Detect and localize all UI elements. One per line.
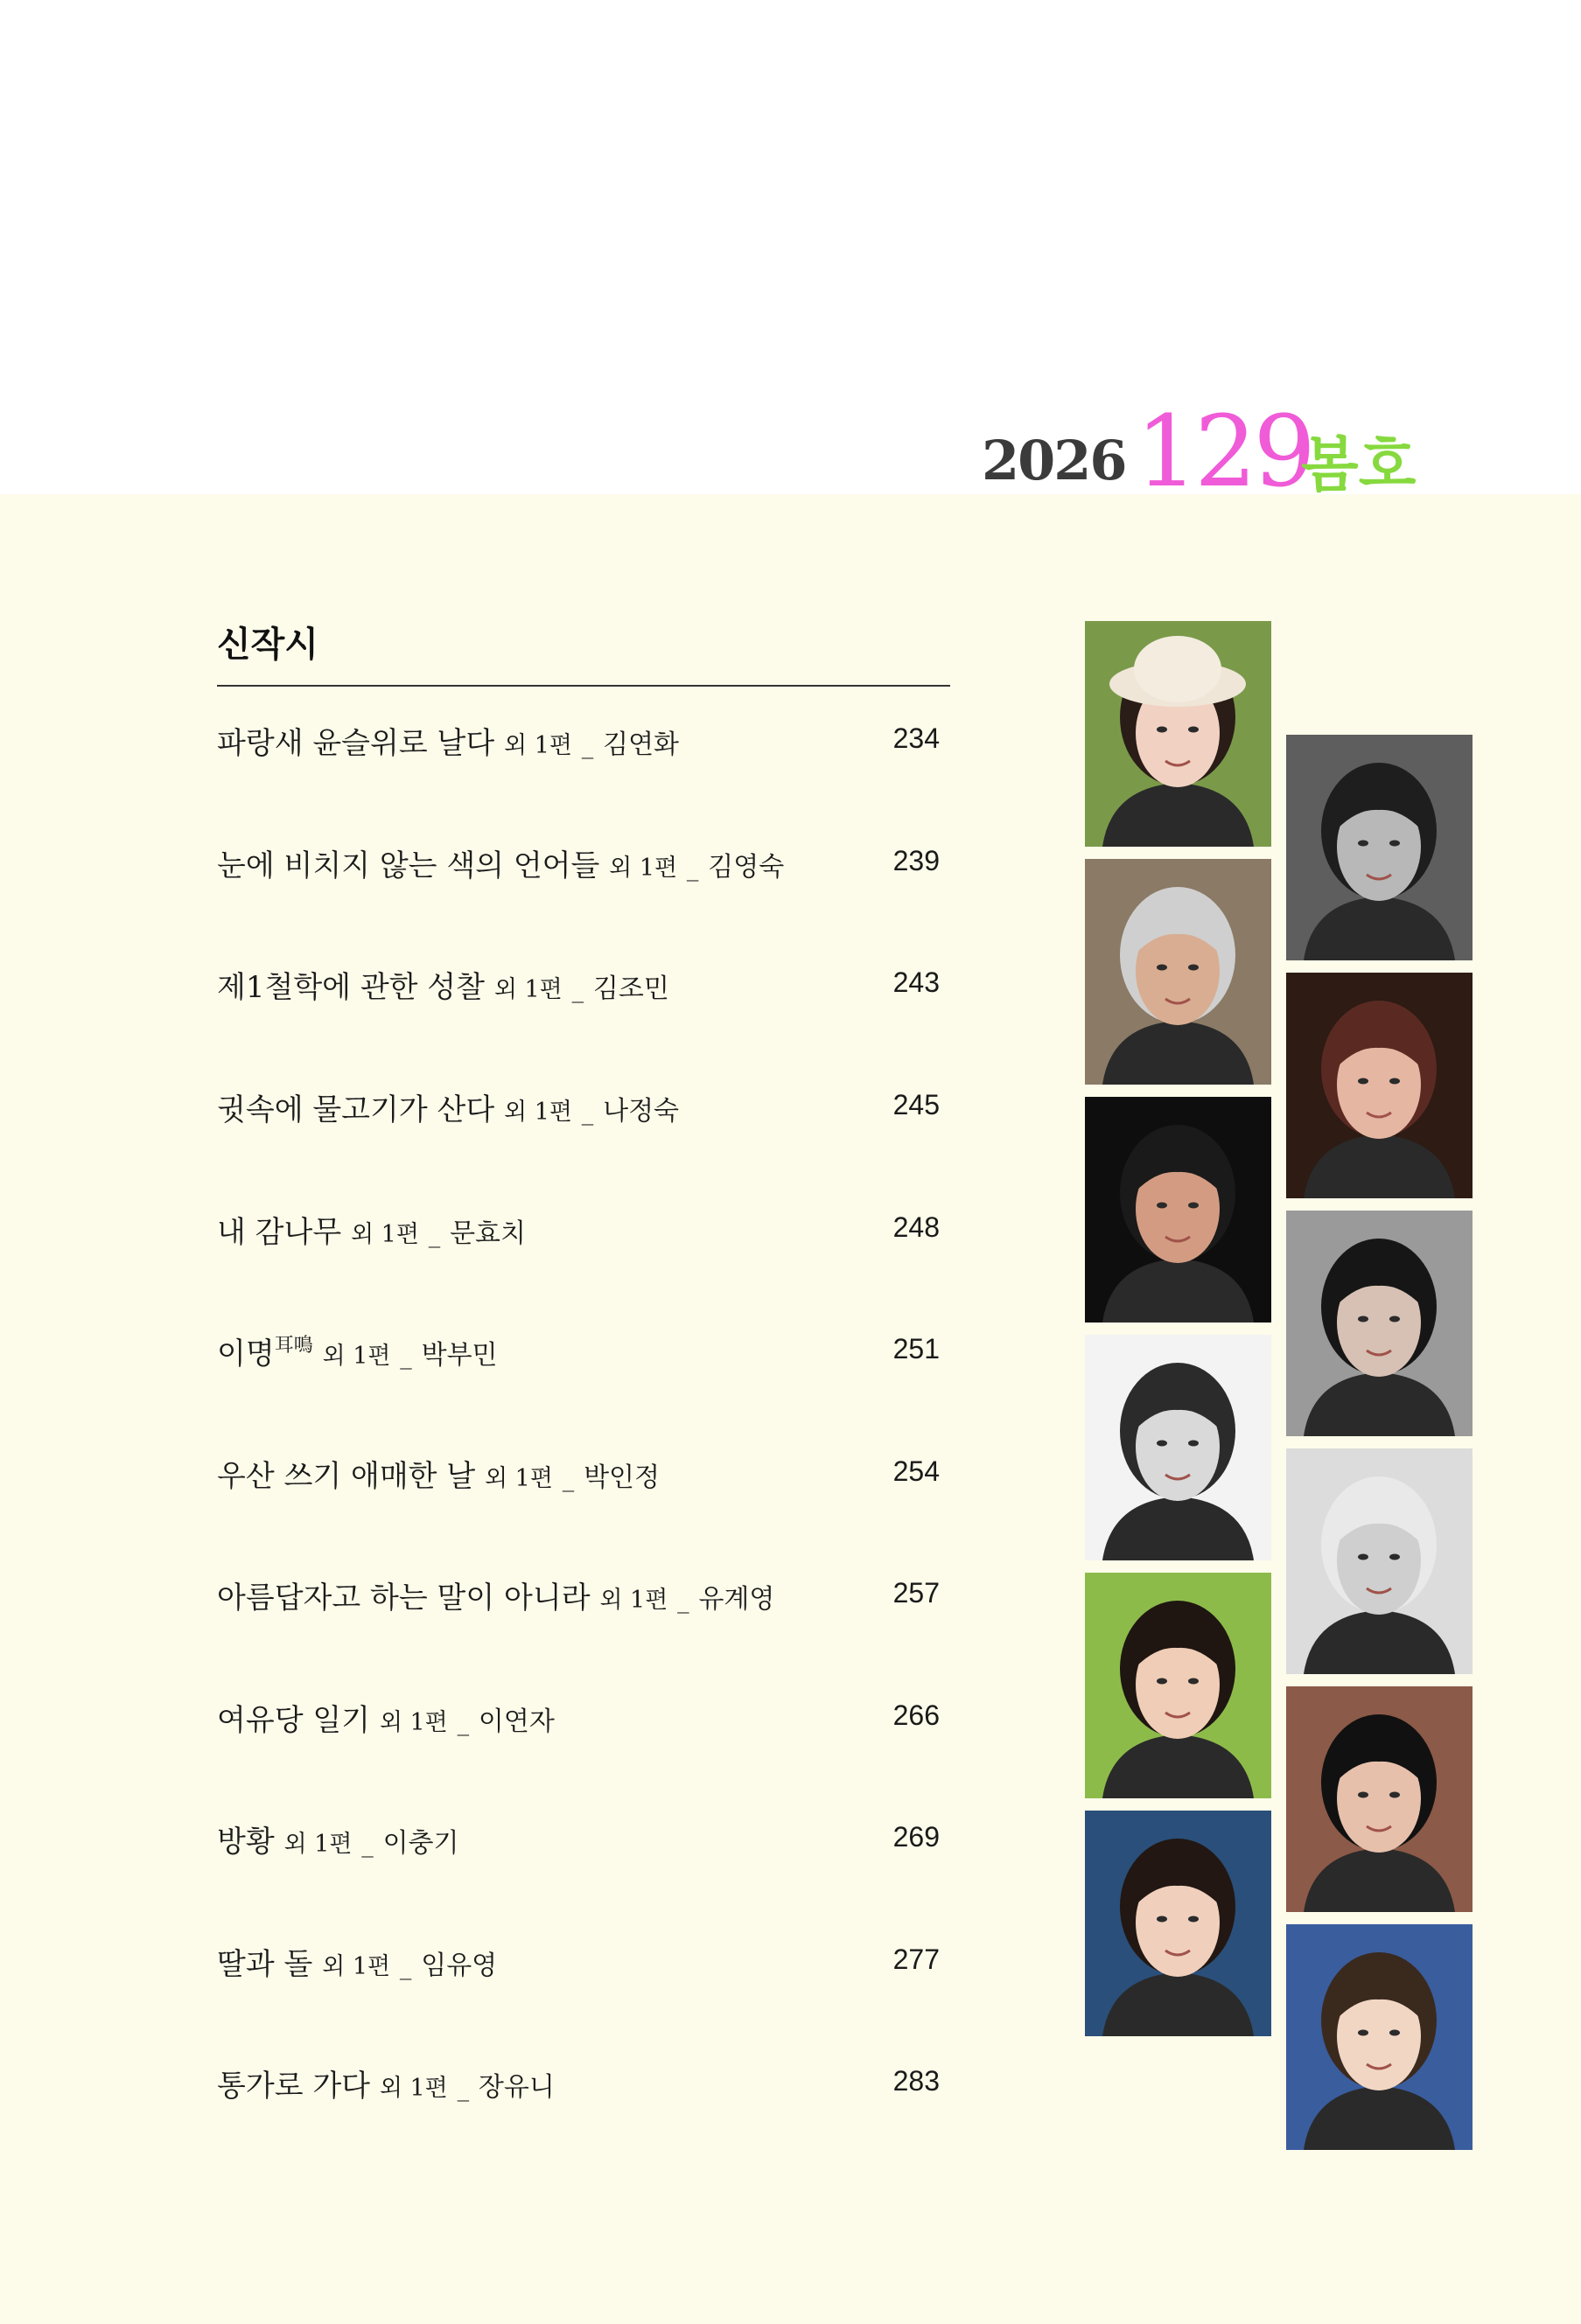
toc-entry-line — [217, 1818, 459, 1860]
toc-entry-line — [217, 1329, 498, 1372]
toc-entry-page: 266 — [892, 1699, 940, 1731]
toc-entry-line — [217, 1208, 526, 1251]
issue-season: 봄호 — [1301, 431, 1417, 500]
toc-entry-extra: 외 1편 — [504, 1099, 572, 1126]
toc-entry-separator: _ — [428, 1221, 441, 1248]
toc-entry-title: 귓속에 물고기가 산다 — [217, 1092, 495, 1127]
poet-photo-11 — [1085, 1811, 1271, 2036]
toc-entry[interactable] — [217, 841, 948, 887]
toc-entry-page: 277 — [892, 1944, 940, 1975]
toc-entry-author: 김연화 — [603, 729, 680, 760]
toc-entry-line — [217, 1085, 679, 1128]
toc-entry-title: 방황 — [217, 1825, 275, 1860]
toc-entry-extra: 외 1편 — [493, 976, 563, 1003]
poet-photo-7 — [1085, 1335, 1271, 1560]
section-title: 신작시 — [217, 625, 318, 665]
issue-year: 2026 — [982, 429, 1126, 492]
toc-entry-line — [217, 1940, 497, 1983]
toc-entry[interactable] — [217, 2062, 948, 2107]
toc-entry-author: 박부민 — [421, 1340, 498, 1371]
toc-entry-title: 통가로 가다 — [217, 2069, 371, 2104]
toc-entry-separator: _ — [581, 1099, 594, 1126]
poet-photo-12 — [1286, 1924, 1473, 2150]
toc-entry-author: 박인정 — [584, 1462, 661, 1493]
toc-entry-author: 장유니 — [478, 2072, 555, 2103]
toc-entry-title: 우산 쓰기 애매한 날 — [217, 1459, 476, 1494]
toc-entry-extra: 외 1편 — [599, 1587, 668, 1614]
toc-entry-title: 파랑새 윤슬위로 날다 — [217, 726, 495, 761]
toc-entry-page: 254 — [892, 1455, 940, 1487]
toc-entry[interactable] — [217, 1574, 948, 1619]
toc-entry-extra: 외 1편 — [379, 1709, 448, 1736]
poet-photo-6 — [1286, 1211, 1473, 1436]
poet-photo-4 — [1286, 973, 1473, 1198]
toc-entry-page: 248 — [892, 1211, 940, 1243]
toc-entry-extra: 외 1편 — [485, 1465, 553, 1492]
toc-entry[interactable] — [217, 1085, 948, 1131]
toc-entry-extra: 외 1편 — [322, 1953, 391, 1980]
issue-heading — [982, 395, 1437, 509]
toc-entry-page: 269 — [892, 1821, 940, 1853]
toc-entry-author: 문효치 — [450, 1218, 527, 1249]
poet-photo-8 — [1286, 1448, 1473, 1674]
toc-entry[interactable] — [217, 1818, 948, 1863]
toc-entry-author: 이연자 — [478, 1706, 555, 1737]
toc-entry-page: 283 — [892, 2065, 940, 2097]
toc-entry-line — [217, 963, 669, 1006]
toc-entry-separator: _ — [581, 732, 594, 759]
toc-entry-title: 내 감나무 — [217, 1215, 342, 1250]
toc-entry-page: 239 — [892, 845, 940, 876]
toc-entry[interactable] — [217, 1208, 948, 1253]
poet-photo-1 — [1085, 621, 1271, 847]
toc-entry-page: 234 — [892, 722, 940, 754]
toc-entry-separator: _ — [361, 1831, 374, 1858]
toc-entry-extra: 외 1편 — [609, 855, 678, 882]
toc-entry[interactable] — [217, 719, 948, 764]
poet-photo-9 — [1085, 1573, 1271, 1798]
toc-entry-title: 딸과 돌 — [217, 1947, 313, 1982]
toc-entry-extra: 외 1편 — [379, 2075, 448, 2102]
toc-entry-page: 243 — [892, 967, 940, 998]
toc-entry-title: 제1철학에 관한 성찰 — [217, 970, 485, 1005]
toc-entry-line — [217, 1574, 774, 1616]
toc-entry-author: 유계영 — [698, 1584, 775, 1615]
toc-entry-author: 임유영 — [421, 1951, 498, 1981]
toc-entry-title: 이명 — [217, 1336, 275, 1371]
toc-entry-author: 이충기 — [382, 1828, 459, 1859]
poet-photo-3 — [1085, 859, 1271, 1085]
toc-entry-separator: _ — [399, 1953, 412, 1980]
toc-entry[interactable] — [217, 1329, 948, 1375]
toc-entry-separator: _ — [571, 976, 584, 1003]
toc-entry-page: 245 — [892, 1089, 940, 1120]
toc-entry-title: 눈에 비치지 않는 색의 언어들 — [217, 848, 600, 883]
toc-entry[interactable] — [217, 1696, 948, 1741]
toc-entry-title: 아름답자고 하는 말이 아니라 — [217, 1581, 591, 1616]
toc-entry-extra: 외 1편 — [283, 1831, 353, 1858]
poet-photo-10 — [1286, 1686, 1473, 1912]
toc-entry-separator: _ — [400, 1343, 412, 1370]
poet-photo-2 — [1286, 735, 1473, 960]
issue-number: 129 — [1136, 395, 1312, 509]
toc-entry-line — [217, 841, 784, 884]
toc-entry-author: 김영숙 — [708, 852, 785, 883]
section-divider — [217, 685, 950, 687]
toc-entry-line — [217, 719, 679, 762]
toc-entry-title: 여유당 일기 — [217, 1703, 371, 1738]
toc-entry-extra: 외 1편 — [322, 1343, 391, 1370]
toc-entry-separator: _ — [457, 2075, 470, 2102]
toc-entry-line — [217, 2062, 555, 2104]
toc-entry-extra: 외 1편 — [351, 1221, 419, 1248]
toc-entry-line — [217, 1452, 660, 1495]
toc-entry[interactable] — [217, 1452, 948, 1497]
toc-entry-page: 251 — [892, 1333, 940, 1364]
toc-entry-author: 김조민 — [592, 974, 669, 1004]
toc-entry-separator: _ — [677, 1587, 689, 1614]
toc-entry-extra: 외 1편 — [504, 732, 572, 759]
toc-entry[interactable] — [217, 963, 948, 1008]
poet-photo-5 — [1085, 1097, 1271, 1323]
toc-entry-line — [217, 1696, 555, 1739]
toc-entry-separator: _ — [686, 855, 699, 882]
toc-entry-separator: _ — [562, 1465, 575, 1492]
toc-entry-author: 나정숙 — [603, 1096, 680, 1127]
toc-entry-separator: _ — [457, 1709, 470, 1736]
toc-entry[interactable] — [217, 1940, 948, 1986]
toc-entry-page: 257 — [892, 1577, 940, 1609]
toc-entry-hanja: 耳鳴 — [274, 1335, 313, 1357]
